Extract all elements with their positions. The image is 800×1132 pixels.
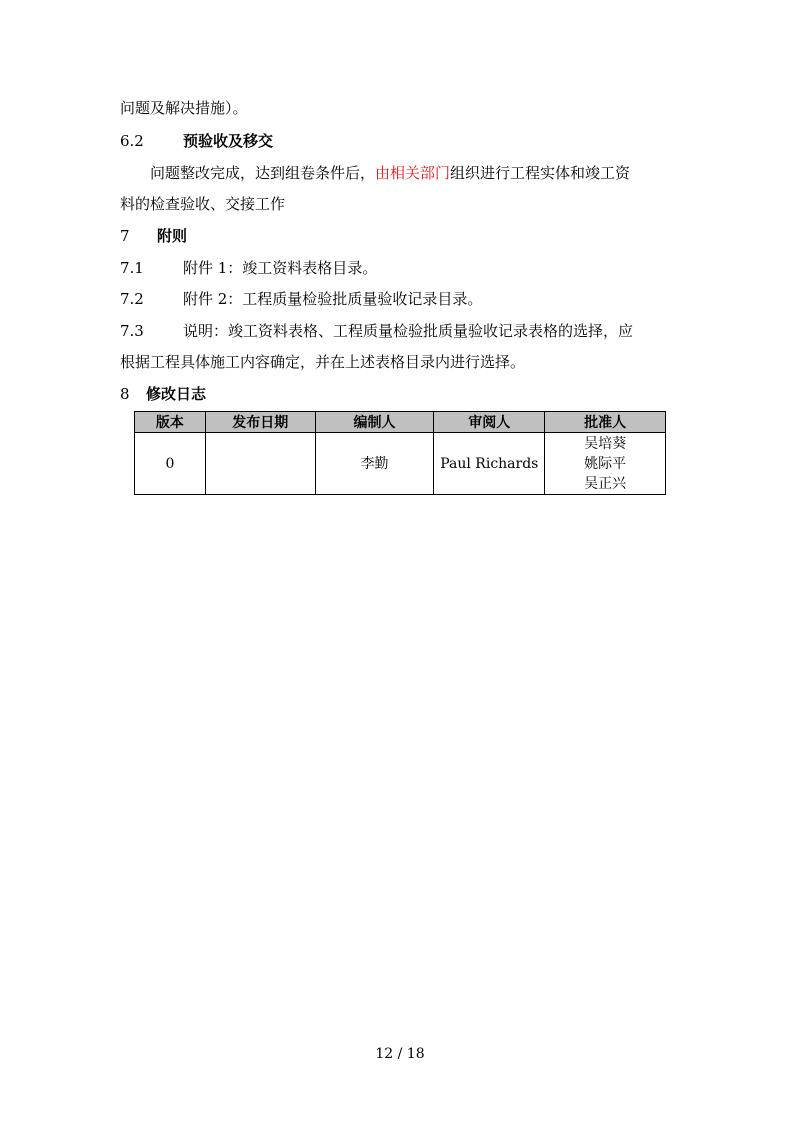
section-number: 7 <box>120 227 130 245</box>
page-number: 12 / 18 <box>375 1046 425 1062</box>
item-number: 7.3 <box>120 322 144 340</box>
item-number: 7.1 <box>120 259 144 277</box>
header-reviewer: 审阅人 <box>434 412 545 433</box>
paragraph-line: 料的检查验收、交接工作 <box>120 195 286 213</box>
section-number: 6.2 <box>120 132 144 150</box>
item-text: 附件 1：竣工资料表格目录。 <box>183 259 378 277</box>
revision-log-table <box>134 411 666 495</box>
text-line: 问题及解决措施）。 <box>120 99 248 117</box>
table-row <box>135 433 666 495</box>
cell-approvers <box>545 433 666 495</box>
section-number: 8 <box>120 385 130 403</box>
item-text: 附件 2：工程质量检验批质量验收记录目录。 <box>183 290 483 308</box>
item-text: 说明：竣工资料表格、工程质量检验批质量验收记录表格的选择，应 <box>183 322 634 340</box>
cell-author: 李勤 <box>315 433 434 495</box>
header-release-date: 发布日期 <box>205 412 315 433</box>
table-header-row <box>135 412 666 433</box>
header-version: 版本 <box>135 412 206 433</box>
item-number: 7.2 <box>120 290 144 308</box>
section-title: 修改日志 <box>146 385 207 403</box>
approver-name: 姚际平 <box>584 455 627 472</box>
cell-release-date <box>205 433 315 495</box>
item-text-continued: 根据工程具体施工内容确定，并在上述表格目录内进行选择。 <box>120 353 526 371</box>
paragraph-text: 组织进行工程实体和竣工资 <box>450 164 631 182</box>
paragraph-line <box>150 163 630 183</box>
approver-name: 吴正兴 <box>584 475 627 492</box>
cell-reviewer: Paul Richards <box>434 433 545 495</box>
header-approver: 批准人 <box>545 412 666 433</box>
cell-version: 0 <box>135 433 206 495</box>
approver-name: 吴培葵 <box>584 435 627 452</box>
highlighted-text: 由相关部门 <box>375 164 451 182</box>
section-title: 附则 <box>157 227 188 245</box>
section-title: 预验收及移交 <box>183 132 274 150</box>
header-author: 编制人 <box>315 412 434 433</box>
paragraph-text: 问题整改完成，达到组卷条件后， <box>150 164 376 182</box>
